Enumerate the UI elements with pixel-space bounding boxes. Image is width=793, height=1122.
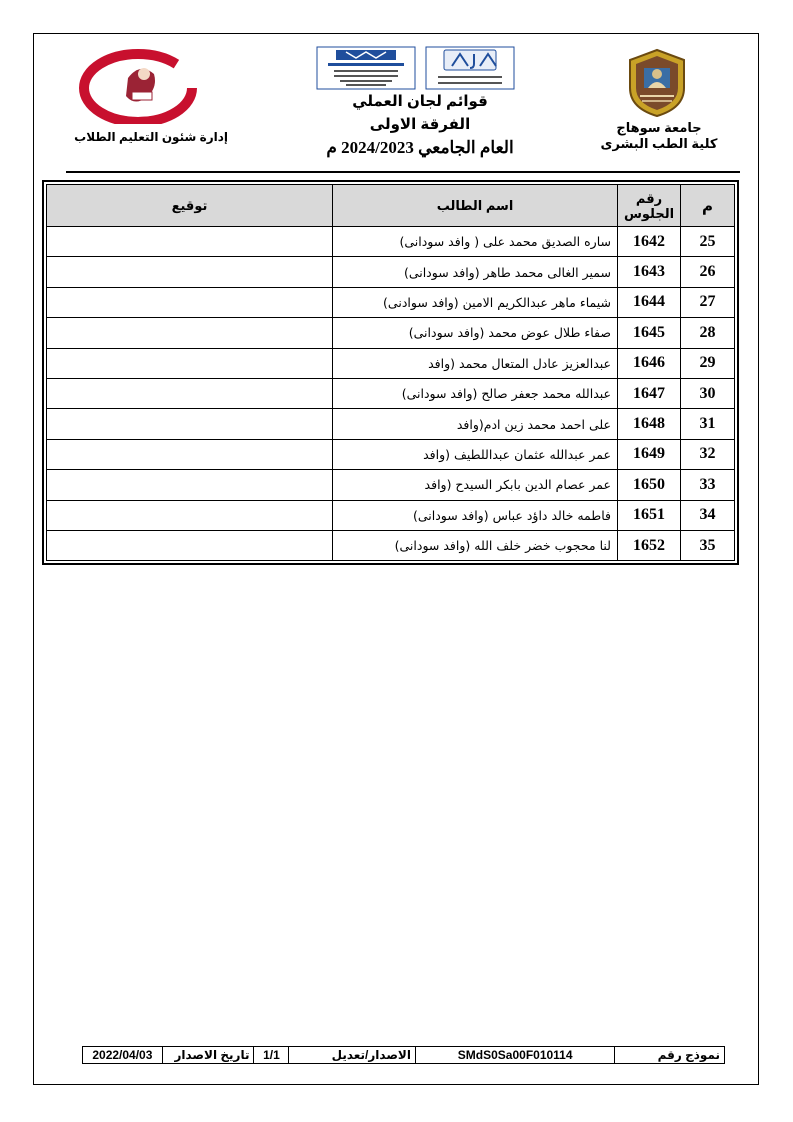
aja-badge-icon <box>426 47 514 89</box>
header-student-name: اسم الطالب <box>333 185 618 227</box>
certification-badges <box>316 46 516 90</box>
header-seat-number <box>618 185 681 227</box>
table-row <box>47 318 735 348</box>
department-name: إدارة شئون التعليم الطلاب <box>74 130 228 144</box>
table-row <box>47 500 735 530</box>
student-name: ساره الصديق محمد على ( وافد سودانى) <box>333 227 618 257</box>
signature-cell <box>47 439 333 469</box>
seat-number: 1647 <box>618 378 681 408</box>
signature-cell <box>47 227 333 257</box>
naqaae-badge-icon <box>317 47 415 89</box>
issue-date-value: 2022/04/03 <box>92 1048 153 1062</box>
student-name: سمير الغالى محمد طاهر (وافد سودانى) <box>333 257 618 287</box>
student-name: عبدالله محمد جعفر صالح (وافد سودانى) <box>333 378 618 408</box>
seat-number: 1643 <box>618 257 681 287</box>
student-name: على احمد محمد زين ادم(وافد <box>333 409 618 439</box>
row-number: 30 <box>681 378 735 408</box>
title-academic-year: العام الجامعي 2024/2023 م <box>326 138 514 157</box>
student-name: عبدالعزيز عادل المتعال محمد (وافد <box>333 348 618 378</box>
student-name: عمر عصام الدين بابكر السيدح (وافد <box>333 470 618 500</box>
university-name: جامعة سوهاج <box>616 120 702 135</box>
table-header-row <box>47 185 735 227</box>
seat-number: 1651 <box>618 500 681 530</box>
table-row <box>47 227 735 257</box>
row-number: 29 <box>681 348 735 378</box>
student-name: شيماء ماهر عبدالكريم الامين (وافد سوادنى) <box>333 287 618 317</box>
university-logo <box>626 48 688 118</box>
signature-cell <box>47 409 333 439</box>
row-number: 25 <box>681 227 735 257</box>
header-number: م <box>681 185 735 227</box>
header-seat-line2: الجلوس <box>623 205 675 221</box>
title-year-group: الفرقة الاولى <box>369 116 471 133</box>
seat-number: 1646 <box>618 348 681 378</box>
student-name: لنا محجوب خضر خلف الله (وافد سودانى) <box>333 530 618 560</box>
header-seat-line1: رقم <box>635 190 663 206</box>
table-row <box>47 439 735 469</box>
row-number: 26 <box>681 257 735 287</box>
university-name-block <box>600 120 718 152</box>
students-table <box>46 184 735 561</box>
issue-date-label: تاريخ الاصدار <box>162 1047 254 1063</box>
student-name: فاطمه خالد داؤد عباس (وافد سودانى) <box>333 500 618 530</box>
row-number: 31 <box>681 409 735 439</box>
title-exam-lists: قوائم لجان العملي <box>352 93 488 110</box>
version-value: 1/1 <box>253 1047 288 1063</box>
seat-number: 1645 <box>618 318 681 348</box>
document-title <box>300 90 540 159</box>
row-number: 27 <box>681 287 735 317</box>
version-label: الاصدار/تعديل <box>288 1047 415 1063</box>
row-number: 35 <box>681 530 735 560</box>
signature-cell <box>47 470 333 500</box>
seat-number: 1650 <box>618 470 681 500</box>
seat-number: 1648 <box>618 409 681 439</box>
student-name: صفاء طلال عوض محمد (وافد سودانى) <box>333 318 618 348</box>
header-divider <box>66 171 740 173</box>
header-signature: توقيع <box>47 185 333 227</box>
row-number: 32 <box>681 439 735 469</box>
student-affairs-logo <box>78 48 198 124</box>
form-code: SMdS0Sa00F010114 <box>415 1047 614 1063</box>
signature-cell <box>47 348 333 378</box>
form-number-label: نموذج رقم <box>614 1047 724 1063</box>
faculty-name: كلية الطب البشرى <box>600 136 718 151</box>
row-number: 34 <box>681 500 735 530</box>
seat-number: 1642 <box>618 227 681 257</box>
table-row <box>47 348 735 378</box>
signature-cell <box>47 530 333 560</box>
student-name: عمر عبدالله عثمان عبداللطيف (وافد <box>333 439 618 469</box>
table-row <box>47 470 735 500</box>
seat-number: 1652 <box>618 530 681 560</box>
seat-number: 1644 <box>618 287 681 317</box>
table-row <box>47 378 735 408</box>
table-row <box>47 257 735 287</box>
seat-number: 1649 <box>618 439 681 469</box>
row-number: 28 <box>681 318 735 348</box>
signature-cell <box>47 287 333 317</box>
signature-cell <box>47 378 333 408</box>
document-footer <box>82 1046 725 1064</box>
table-row <box>47 530 735 560</box>
table-row <box>47 287 735 317</box>
signature-cell <box>47 500 333 530</box>
students-table-frame <box>42 180 739 565</box>
signature-cell <box>47 257 333 287</box>
row-number: 33 <box>681 470 735 500</box>
signature-cell <box>47 318 333 348</box>
table-row <box>47 409 735 439</box>
